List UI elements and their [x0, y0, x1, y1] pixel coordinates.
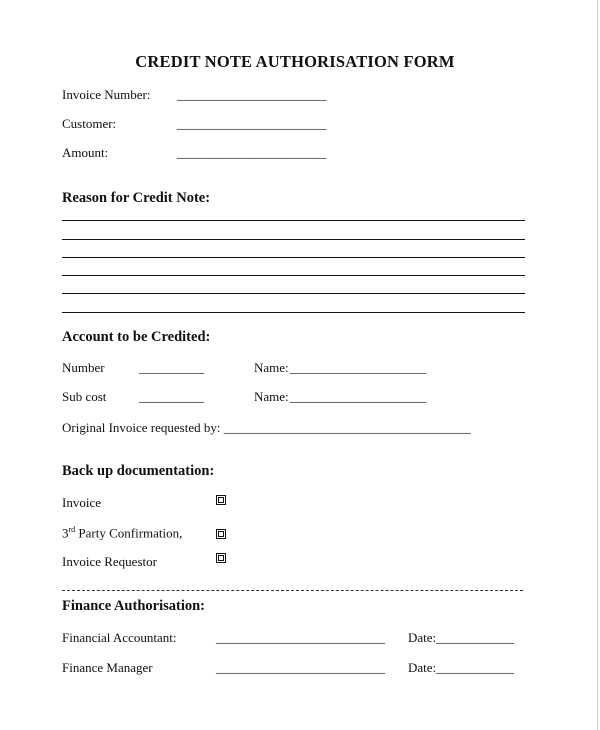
original-invoice-line[interactable]: Original Invoice requested by: ______________________________________ — [62, 420, 471, 435]
invoice-label: Invoice — [62, 495, 101, 510]
reason-line-2[interactable] — [62, 239, 525, 240]
reason-line-4[interactable] — [62, 275, 525, 276]
name-field-2[interactable]: _____________________ — [290, 389, 427, 404]
invoice-checkbox[interactable] — [216, 495, 226, 505]
amount-label: Amount: — [62, 145, 109, 160]
manager-sign-field[interactable]: __________________________ — [216, 660, 385, 675]
invoice-number-field[interactable]: _______________________ — [177, 87, 327, 102]
name-label-2: Name: — [254, 389, 289, 404]
subcost-field[interactable]: __________ — [139, 389, 204, 404]
backup-heading: Back up documentation: — [62, 463, 215, 479]
amount-field[interactable]: _______________________ — [177, 145, 327, 160]
requestor-checkbox[interactable] — [216, 553, 226, 563]
third-party-label: 3rd Party Confirmation, — [62, 525, 183, 541]
third-party-checkbox[interactable] — [216, 529, 226, 539]
subcost-label: Sub cost — [62, 389, 107, 404]
reason-line-6[interactable] — [62, 312, 525, 313]
name-field-1[interactable]: _____________________ — [290, 360, 427, 375]
finance-heading: Finance Authorisation: — [62, 598, 205, 614]
reason-heading: Reason for Credit Note: — [62, 190, 211, 206]
form-title: CREDIT NOTE AUTHORISATION FORM — [135, 52, 455, 71]
name-label-1: Name: — [254, 360, 289, 375]
reason-line-3[interactable] — [62, 257, 525, 258]
manager-label: Finance Manager — [62, 660, 153, 675]
account-heading: Account to be Credited: — [62, 329, 211, 345]
accountant-sign-field[interactable]: __________________________ — [216, 630, 385, 645]
invoice-number-label: Invoice Number: — [62, 87, 151, 102]
number-field[interactable]: __________ — [139, 360, 204, 375]
number-label: Number — [62, 360, 105, 375]
customer-label: Customer: — [62, 116, 117, 131]
accountant-date-field[interactable]: Date:____________ — [408, 630, 515, 645]
manager-date-field[interactable]: Date:____________ — [408, 660, 515, 675]
accountant-label: Financial Accountant: — [62, 630, 177, 645]
requestor-label: Invoice Requestor — [62, 554, 157, 569]
customer-field[interactable]: _______________________ — [177, 116, 327, 131]
reason-line-1[interactable] — [62, 220, 525, 221]
reason-line-5[interactable] — [62, 293, 525, 294]
section-divider — [62, 590, 523, 591]
